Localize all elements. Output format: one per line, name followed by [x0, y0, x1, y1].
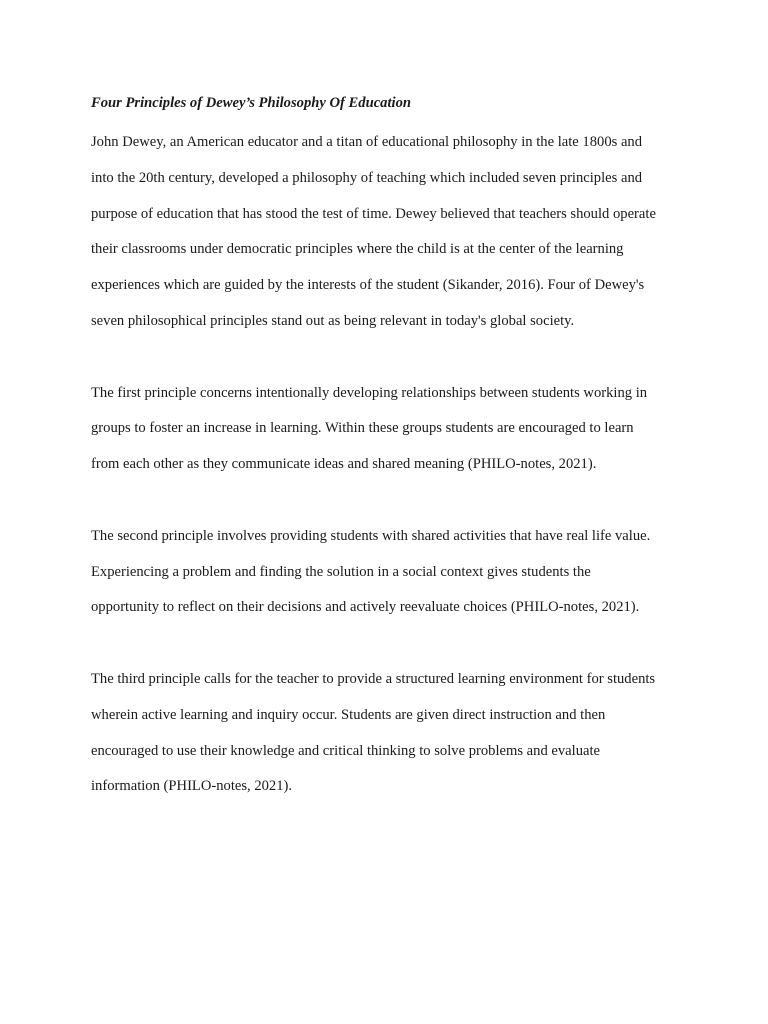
text-line: wherein active learning and inquiry occur. Students are given direct instruction and then: [91, 706, 606, 723]
text-line: their classrooms under democratic principles where the child is at the center of the learning: [91, 241, 624, 258]
paragraph-first-principle: [91, 376, 686, 483]
text-line: experiences which are guided by the interests of the student (Sikander, 2016). Four of Dewey's: [91, 277, 645, 294]
document-title: Four Principles of Dewey’s Philosophy Of Education: [91, 95, 411, 111]
paragraph-second-principle: [91, 519, 686, 626]
text-line: encouraged to use their knowledge and critical thinking to solve problems and evaluate: [91, 742, 600, 759]
text-line: The second principle involves providing students with shared activities that have real life value.: [91, 527, 651, 544]
text-line: into the 20th century, developed a philosophy of teaching which included seven principles and: [91, 169, 643, 186]
text-line: The third principle calls for the teacher to provide a structured learning environment for students: [91, 670, 656, 687]
text-line: The first principle concerns intentionally developing relationships between students working in: [91, 384, 648, 401]
paragraph-third-principle: [91, 662, 686, 805]
document-body: [91, 90, 686, 805]
text-line: information (PHILO-notes, 2021).: [91, 778, 293, 795]
text-line: opportunity to reflect on their decisions and actively reevaluate choices (PHILO-notes, 2021).: [91, 599, 640, 616]
text-line: Experiencing a problem and finding the solution in a social context gives students the: [91, 563, 591, 580]
text-line: purpose of education that has stood the test of time. Dewey believed that teachers should operate: [91, 205, 656, 222]
paragraph-intro: [91, 125, 686, 340]
text-line: from each other as they communicate ideas and shared meaning (PHILO-notes, 2021).: [91, 456, 597, 473]
text-line: groups to foster an increase in learning. Within these groups students are encouraged to learn: [91, 420, 634, 437]
text-line: seven philosophical principles stand out as being relevant in today's global society.: [91, 312, 575, 329]
text-line: John Dewey, an American educator and a titan of educational philosophy in the late 1800s and: [91, 134, 643, 150]
